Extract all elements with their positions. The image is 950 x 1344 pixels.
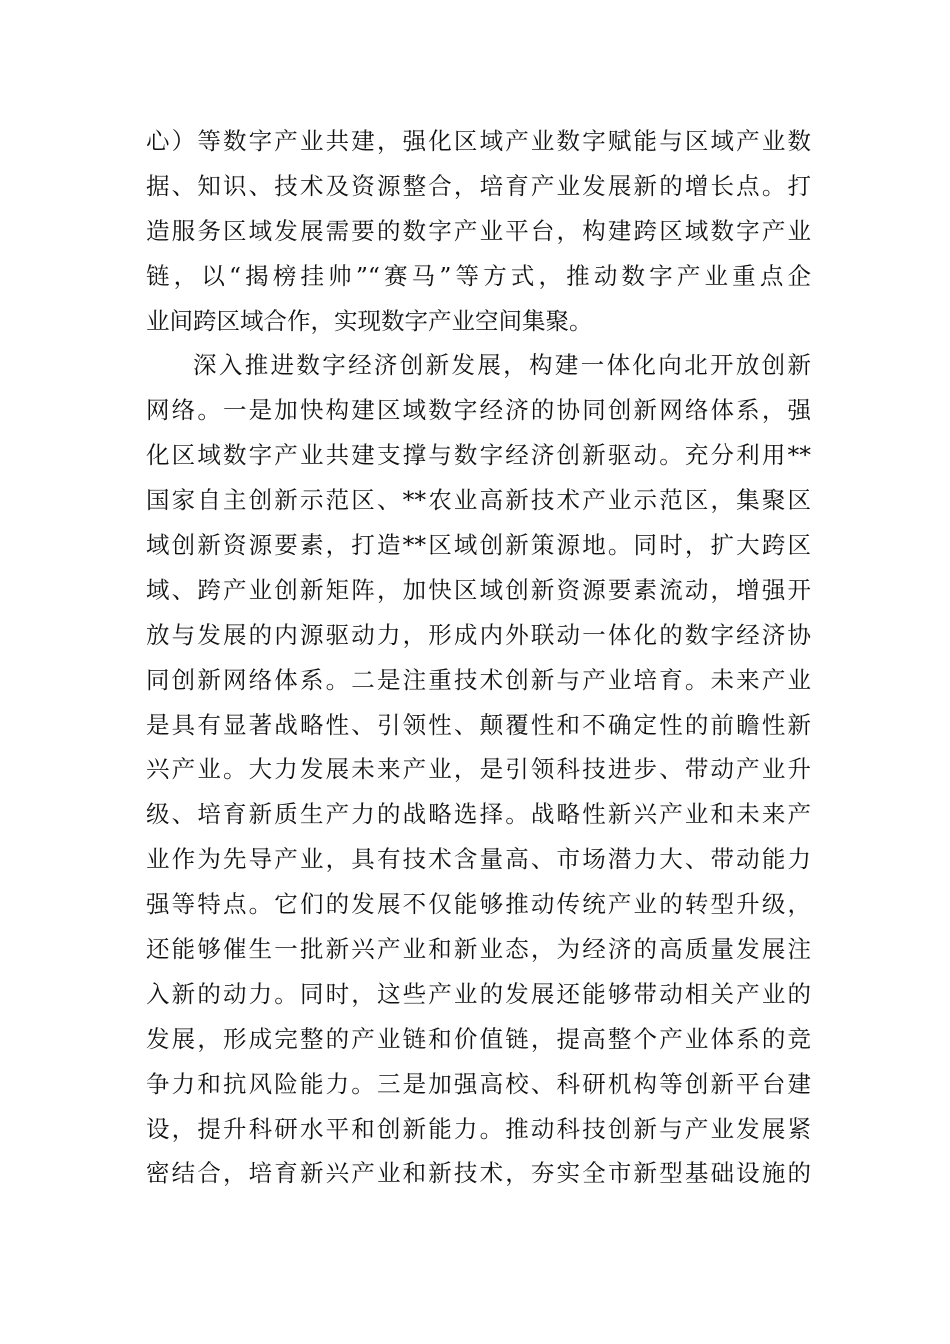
text-line: 还能够催生一批新兴产业和新业态，为经济的高质量发展注 [146,935,811,964]
text-line: 兴产业。大力发展未来产业，是引领科技进步、带动产业升 [146,755,811,784]
text-line: 发展，形成完整的产业链和价值链，提高整个产业体系的竞 [146,1024,811,1053]
text-line: 同创新网络体系。二是注重技术创新与产业培育。未来产业 [146,665,811,694]
text-line: 强等特点。它们的发展不仅能够推动传统产业的转型升级， [146,890,811,919]
text-line: 深入推进数字经济创新发展，构建一体化向北开放创新 [193,351,811,380]
text-line: 造服务区域发展需要的数字产业平台，构建跨区域数字产业 [146,216,811,245]
text-line: 放与发展的内源驱动力，形成内外联动一体化的数字经济协 [146,620,811,649]
text-line: 争力和抗风险能力。三是加强高校、科研机构等创新平台建 [146,1069,811,1098]
text-line: 国家自主创新示范区、**农业高新技术产业示范区，集聚区 [146,486,811,515]
text-line: 心）等数字产业共建，强化区域产业数字赋能与区域产业数 [146,127,811,155]
paragraph-1 [146,119,811,343]
text-line: 级、培育新质生产力的战略选择。战略性新兴产业和未来产 [146,800,811,829]
text-line: 网络。一是加快构建区域数字经济的协同创新网络体系，强 [146,396,811,425]
text-line: 域、跨产业创新矩阵，加快区域创新资源要素流动，增强开 [146,575,811,604]
body-text [146,119,811,1196]
text-line: 化区域数字产业共建支撑与数字经济创新驱动。充分利用** [146,441,811,470]
text-line: 是具有显著战略性、引领性、颠覆性和不确定性的前瞻性新 [146,710,811,739]
text-line: 链，以“揭榜挂帅”“赛马”等方式，推动数字产业重点企 [146,261,811,290]
text-line: 设，提升科研水平和创新能力。推动科技创新与产业发展紧 [146,1114,811,1143]
text-line: 据、知识、技术及资源整合，培育产业发展新的增长点。打 [146,171,811,200]
text-line: 业作为先导产业，具有技术含量高、市场潜力大、带动能力 [146,845,811,874]
paragraph-2 [146,343,811,1196]
text-line: 密结合，培育新兴产业和新技术，夯实全市新型基础设施的 [146,1159,811,1188]
text-line: 入新的动力。同时，这些产业的发展还能够带动相关产业的 [146,979,811,1008]
text-line: 域创新资源要素，打造**区域创新策源地。同时，扩大跨区 [146,531,811,560]
text-line: 业间跨区域合作，实现数字产业空间集聚。 [146,306,593,335]
